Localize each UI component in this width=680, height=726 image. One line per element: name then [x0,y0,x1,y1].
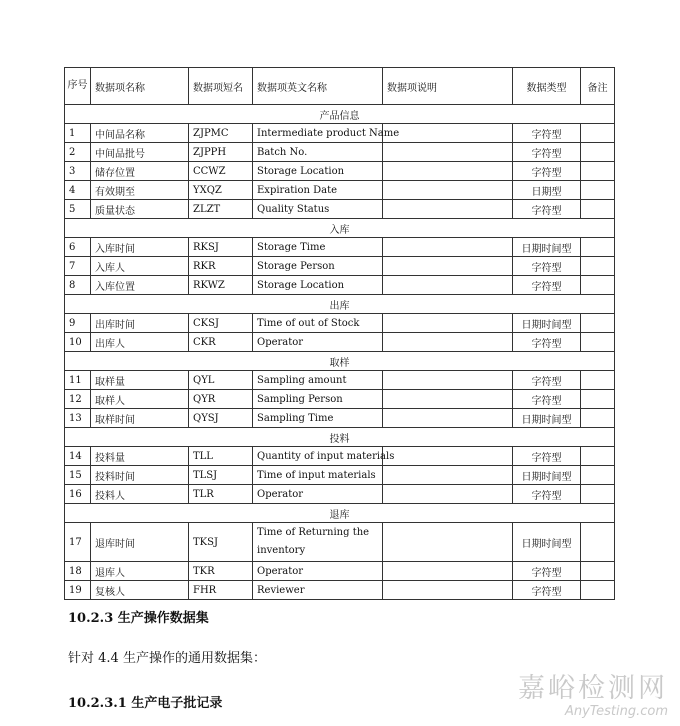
cell-name: 质量状态 [91,200,189,219]
cell-type: 字符型 [513,581,581,600]
cell-name: 储存位置 [91,162,189,181]
cell-type: 字符型 [513,200,581,219]
cell-en: Operator [253,485,383,504]
cell-desc [383,276,513,295]
cell-en: Intermediate product Name [253,124,383,143]
cell-note [581,466,615,485]
cell-desc [383,447,513,466]
cell-note [581,581,615,600]
cell-desc [383,371,513,390]
cell-name: 入库位置 [91,276,189,295]
cell-type: 字符型 [513,257,581,276]
cell-name: 复核人 [91,581,189,600]
section-row [65,352,615,371]
table-row [65,562,615,581]
cell-seq: 8 [65,276,91,295]
table-row [65,276,615,295]
cell-type: 字符型 [513,390,581,409]
cell-seq: 9 [65,314,91,333]
table-row [65,143,615,162]
cell-name: 出库时间 [91,314,189,333]
cell-note [581,181,615,200]
cell-desc [383,333,513,352]
cell-name: 投料人 [91,485,189,504]
cell-name: 中间品批号 [91,143,189,162]
cell-type: 日期时间型 [513,466,581,485]
cell-desc [383,143,513,162]
table-row [65,581,615,600]
cell-desc [383,562,513,581]
table-row [65,447,615,466]
cell-name: 有效期至 [91,181,189,200]
header-en: 数据项英文名称 [253,68,383,105]
cell-en: Operator [253,562,383,581]
cell-type: 字符型 [513,143,581,162]
data-item-table [64,67,615,600]
cell-abbr: QYSJ [189,409,253,428]
cell-type: 日期时间型 [513,409,581,428]
cell-note [581,276,615,295]
cell-en: Sampling amount [253,371,383,390]
cell-abbr: QYL [189,371,253,390]
table-row [65,409,615,428]
cell-desc [383,581,513,600]
cell-name: 退库人 [91,562,189,581]
cell-en: Time of input materials [253,466,383,485]
cell-desc [383,200,513,219]
cell-seq: 6 [65,238,91,257]
cell-name: 投料时间 [91,466,189,485]
cell-name: 取样人 [91,390,189,409]
cell-abbr: CKSJ [189,314,253,333]
cell-abbr: ZLZT [189,200,253,219]
cell-type: 字符型 [513,276,581,295]
table-row [65,314,615,333]
cell-name: 入库时间 [91,238,189,257]
cell-desc [383,238,513,257]
cell-abbr: RKSJ [189,238,253,257]
cell-type: 日期时间型 [513,523,581,562]
watermark-en: AnyTesting.com [564,704,668,719]
cell-seq: 16 [65,485,91,504]
cell-type: 字符型 [513,562,581,581]
cell-note [581,124,615,143]
cell-seq: 4 [65,181,91,200]
cell-seq: 1 [65,124,91,143]
cell-note [581,562,615,581]
cell-seq: 11 [65,371,91,390]
table-body [65,105,615,600]
cell-seq: 7 [65,257,91,276]
cell-abbr: CCWZ [189,162,253,181]
cell-en: Storage Location [253,162,383,181]
cell-en: Time of Returning the inventory [253,523,383,562]
cell-seq: 17 [65,523,91,562]
section-title: 产品信息 [65,105,615,124]
table-row [65,523,615,562]
cell-abbr: ZJPMC [189,124,253,143]
cell-desc [383,390,513,409]
body-paragraph: 针对 4.4 生产操作的通用数据集： [68,651,266,666]
cell-desc [383,181,513,200]
table-row [65,466,615,485]
section-title: 出库 [65,295,615,314]
table-row [65,371,615,390]
section-title: 取样 [65,352,615,371]
section-title: 投料 [65,428,615,447]
section-title: 入库 [65,219,615,238]
cell-note [581,447,615,466]
header-abbr: 数据项短名 [189,68,253,105]
cell-abbr: TKSJ [189,523,253,562]
cell-note [581,162,615,181]
cell-en: Reviewer [253,581,383,600]
cell-en: Batch No. [253,143,383,162]
cell-seq: 18 [65,562,91,581]
cell-note [581,314,615,333]
cell-note [581,257,615,276]
cell-note [581,371,615,390]
table-header-row [65,68,615,105]
cell-name: 出库人 [91,333,189,352]
section-row [65,219,615,238]
cell-desc [383,162,513,181]
cell-seq: 2 [65,143,91,162]
table-row [65,333,615,352]
cell-abbr: TLSJ [189,466,253,485]
cell-type: 字符型 [513,333,581,352]
cell-type: 字符型 [513,124,581,143]
cell-seq: 3 [65,162,91,181]
cell-en: Sampling Person [253,390,383,409]
header-desc: 数据项说明 [383,68,513,105]
cell-desc [383,466,513,485]
cell-en: Time of out of Stock [253,314,383,333]
cell-abbr: TLL [189,447,253,466]
section-row [65,105,615,124]
cell-type: 字符型 [513,371,581,390]
table-row [65,257,615,276]
cell-seq: 15 [65,466,91,485]
cell-en: Quantity of input materials [253,447,383,466]
cell-en: Sampling Time [253,409,383,428]
cell-en: Storage Person [253,257,383,276]
cell-type: 日期时间型 [513,314,581,333]
section-heading-10-2-3: 10.2.3 生产操作数据集 [68,611,209,626]
header-type: 数据类型 [513,68,581,105]
cell-note [581,238,615,257]
table-row [65,124,615,143]
cell-en: Storage Location [253,276,383,295]
cell-note [581,200,615,219]
header-note: 备注 [581,68,615,105]
cell-en: Quality Status [253,200,383,219]
cell-name: 入库人 [91,257,189,276]
table-row [65,162,615,181]
cell-name: 投料量 [91,447,189,466]
cell-name: 取样时间 [91,409,189,428]
cell-seq: 14 [65,447,91,466]
table-row [65,181,615,200]
watermark-cn: 嘉峪检测网 [518,673,668,704]
cell-note [581,333,615,352]
cell-desc [383,485,513,504]
watermark [518,674,668,720]
cell-abbr: QYR [189,390,253,409]
table-row [65,200,615,219]
cell-seq: 12 [65,390,91,409]
cell-en: Operator [253,333,383,352]
cell-name: 退库时间 [91,523,189,562]
cell-name: 中间品名称 [91,124,189,143]
table-row [65,238,615,257]
cell-abbr: TLR [189,485,253,504]
cell-abbr: RKR [189,257,253,276]
cell-abbr: ZJPPH [189,143,253,162]
cell-desc [383,257,513,276]
header-seq: 序号 [65,68,91,105]
cell-note [581,390,615,409]
cell-seq: 10 [65,333,91,352]
cell-desc [383,314,513,333]
cell-abbr: CKR [189,333,253,352]
cell-seq: 13 [65,409,91,428]
section-heading-10-2-3-1: 10.2.3.1 生产电子批记录 [68,696,223,711]
cell-en: Expiration Date [253,181,383,200]
cell-note [581,143,615,162]
cell-seq: 19 [65,581,91,600]
cell-abbr: YXQZ [189,181,253,200]
table-row [65,390,615,409]
cell-seq: 5 [65,200,91,219]
cell-desc [383,523,513,562]
section-title: 退库 [65,504,615,523]
cell-type: 日期时间型 [513,238,581,257]
cell-abbr: RKWZ [189,276,253,295]
table-row [65,485,615,504]
section-row [65,295,615,314]
cell-desc [383,124,513,143]
cell-desc [383,409,513,428]
section-row [65,428,615,447]
cell-type: 日期型 [513,181,581,200]
cell-note [581,523,615,562]
section-row [65,504,615,523]
header-name: 数据项名称 [91,68,189,105]
cell-en: Storage Time [253,238,383,257]
cell-type: 字符型 [513,447,581,466]
cell-abbr: TKR [189,562,253,581]
cell-type: 字符型 [513,485,581,504]
cell-name: 取样量 [91,371,189,390]
cell-type: 字符型 [513,162,581,181]
cell-note [581,409,615,428]
cell-note [581,485,615,504]
cell-abbr: FHR [189,581,253,600]
